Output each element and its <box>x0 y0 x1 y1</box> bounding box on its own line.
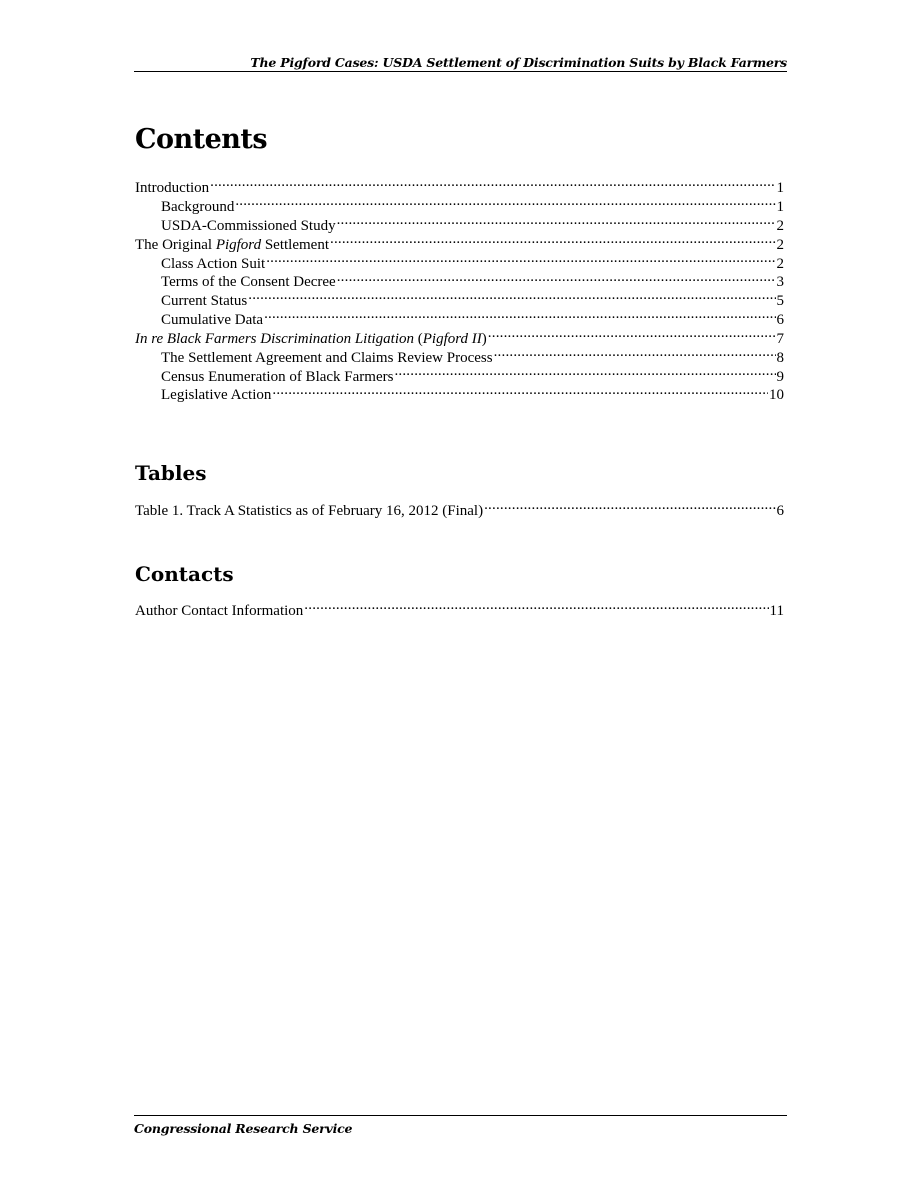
dot-leader <box>488 328 776 343</box>
dot-leader <box>248 290 775 305</box>
toc-page-number: 2 <box>776 217 784 234</box>
toc-entry-title: Class Action Suit <box>161 255 266 272</box>
toc-page-number: 5 <box>776 293 784 310</box>
dot-leader <box>330 234 776 249</box>
tables-list <box>135 500 784 519</box>
dot-leader <box>337 215 776 230</box>
toc-entry-title: In re Black Farmers Discrimination Litigation (Pigford II) <box>135 330 487 347</box>
toc-page-number: 1 <box>776 199 784 215</box>
toc-page-number: 2 <box>776 255 784 272</box>
toc-entry-title: Census Enumeration of Black Farmers <box>161 368 394 385</box>
dot-leader <box>235 196 775 211</box>
toc-entry-title: USDA-Commissioned Study <box>161 217 336 234</box>
contents-heading: Contents <box>135 124 268 155</box>
footer-publisher: Congressional Research Service <box>134 1121 353 1136</box>
toc-page-number: 7 <box>776 330 784 347</box>
dot-leader <box>494 347 776 362</box>
toc-page-number: 1 <box>776 180 784 196</box>
contents-list <box>135 177 784 403</box>
toc-page-number: 11 <box>769 603 784 619</box>
dot-leader <box>304 600 768 615</box>
toc-entry-title: Introduction <box>135 180 210 196</box>
toc-entry-title: The Original Pigford Settlement <box>135 236 329 253</box>
toc-entry-title: The Settlement Agreement and Claims Review Process <box>161 349 493 366</box>
toc-page-number: 10 <box>769 387 784 404</box>
toc-entry[interactable] <box>135 253 784 272</box>
toc-entry[interactable] <box>135 271 784 290</box>
toc-page-number: 2 <box>776 236 784 253</box>
toc-page-number: 6 <box>776 311 784 328</box>
tables-heading: Tables <box>135 461 207 485</box>
toc-entry[interactable] <box>135 215 784 234</box>
toc-entry[interactable] <box>135 384 784 403</box>
toc-entry-title: Cumulative Data <box>161 311 264 328</box>
toc-entry-title: Table 1. Track A Statistics as of February 16, 2012 (Final) <box>135 503 484 519</box>
contacts-list <box>135 600 784 619</box>
toc-page-number: 6 <box>776 503 784 519</box>
toc-entry-title: Legislative Action <box>161 387 272 404</box>
toc-entry-title: Terms of the Consent Decree <box>161 274 336 291</box>
dot-leader <box>337 271 776 286</box>
dot-leader <box>484 500 775 515</box>
toc-entry[interactable] <box>135 234 784 253</box>
toc-entry[interactable] <box>135 347 784 366</box>
dot-leader <box>394 366 775 381</box>
running-header <box>134 56 787 72</box>
toc-page-number: 8 <box>776 349 784 366</box>
running-title: The Pigford Cases: USDA Settlement of Discrimination Suits by Black Farmers <box>250 55 787 70</box>
contacts-heading: Contacts <box>135 562 234 586</box>
toc-page-number: 9 <box>776 368 784 385</box>
page-footer <box>134 1115 787 1136</box>
toc-entry-title: Current Status <box>161 293 248 310</box>
header-rule <box>134 71 787 72</box>
toc-entry[interactable] <box>135 309 784 328</box>
toc-entry[interactable] <box>135 177 784 196</box>
dot-leader <box>264 309 775 324</box>
toc-entry-title: Author Contact Information <box>135 603 304 619</box>
toc-entry[interactable] <box>135 500 784 519</box>
toc-entry[interactable] <box>135 196 784 215</box>
toc-entry-title: Background <box>161 199 235 215</box>
dot-leader <box>210 177 775 192</box>
toc-page-number: 3 <box>776 274 784 291</box>
dot-leader <box>272 384 768 399</box>
toc-entry[interactable] <box>135 600 784 619</box>
dot-leader <box>266 253 775 268</box>
toc-entry[interactable] <box>135 366 784 385</box>
toc-entry[interactable] <box>135 290 784 309</box>
toc-entry[interactable] <box>135 328 784 347</box>
